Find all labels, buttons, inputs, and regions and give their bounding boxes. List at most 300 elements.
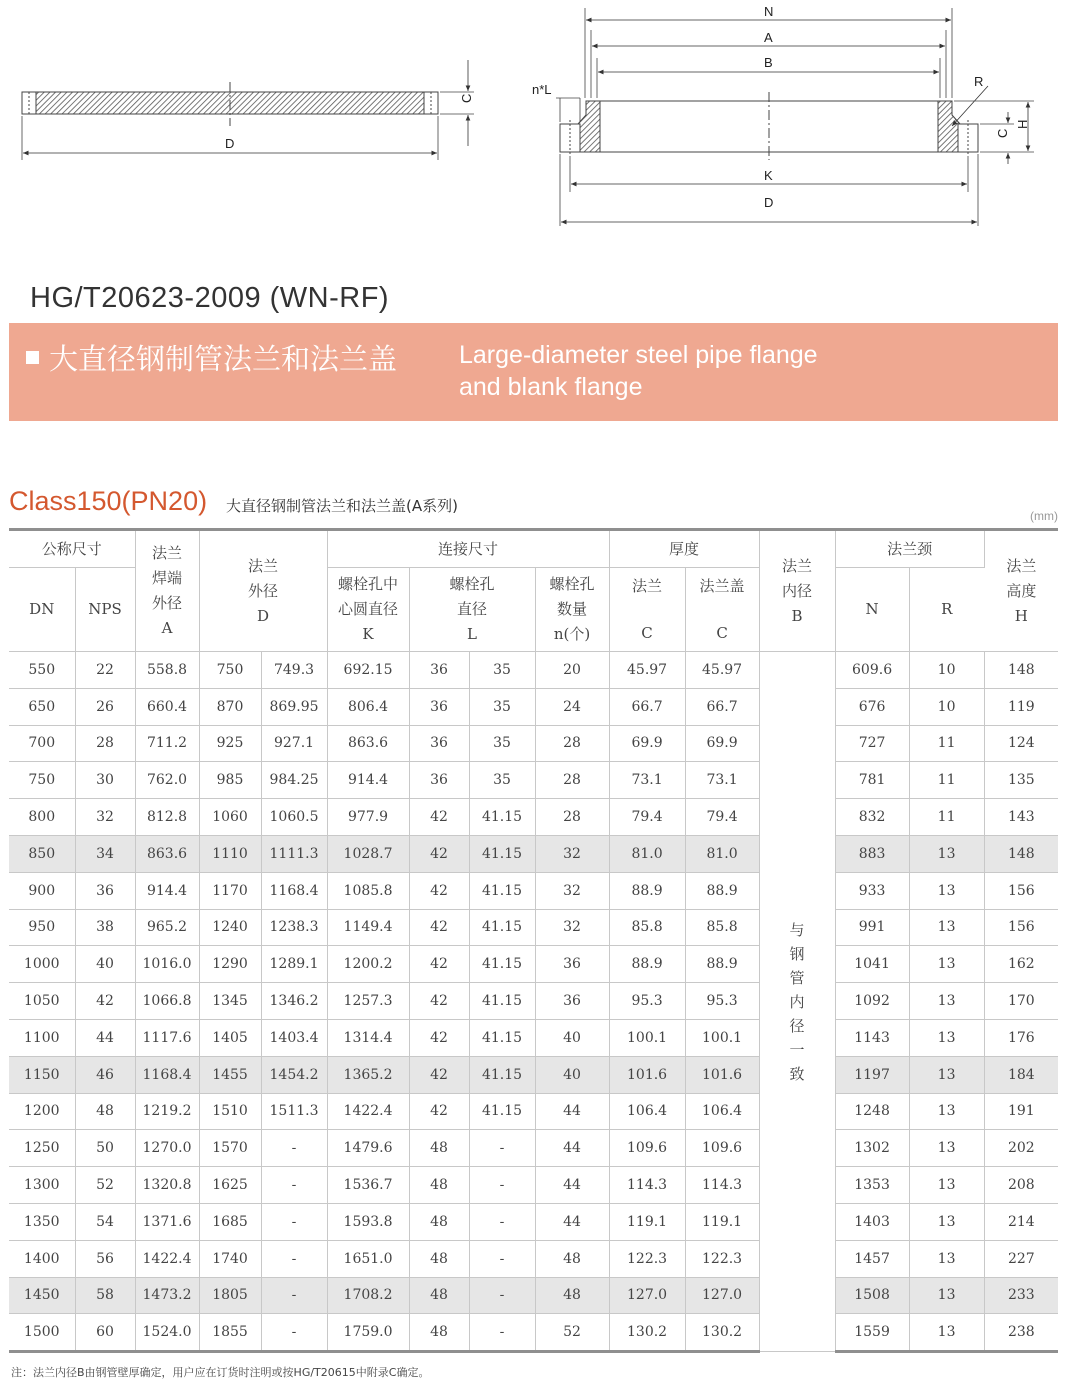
- cell-d2: 1060.5: [261, 799, 327, 836]
- cell-nps: 54: [75, 1203, 135, 1240]
- cell-h: 148: [984, 835, 1058, 872]
- cell-a: 1422.4: [135, 1240, 199, 1277]
- blank-dim-c: C: [459, 93, 474, 103]
- header-line: 心圆直径: [338, 600, 399, 618]
- b-note-char: 与: [789, 920, 805, 939]
- cell-d2: -: [261, 1167, 327, 1204]
- cell-neck-r: 11: [909, 725, 984, 762]
- cell-l2: -: [469, 1314, 535, 1352]
- cell-c-flange: 88.9: [609, 872, 685, 909]
- header-line: 直径: [457, 600, 488, 618]
- cell-d2: -: [261, 1240, 327, 1277]
- cell-neck-r: 11: [909, 799, 984, 836]
- footnote: 注：法兰内径B由钢管壁厚确定，用户应在订货时注明或按HG/T20615中附录C确定。: [11, 1366, 430, 1379]
- cell-c-blank: 127.0: [685, 1277, 759, 1314]
- cell-h: 233: [984, 1277, 1058, 1314]
- cell-c-flange: 73.1: [609, 762, 685, 799]
- cell-k: 1257.3: [327, 983, 409, 1020]
- header-d: [199, 530, 327, 652]
- table-row: [9, 1314, 1058, 1352]
- table-row: [9, 1203, 1058, 1240]
- cell-l1: 48: [409, 1240, 469, 1277]
- cell-d1: 1570: [199, 1130, 261, 1167]
- cell-d1: 1805: [199, 1277, 261, 1314]
- cell-l2: 41.15: [469, 1093, 535, 1130]
- unit-label: (mm): [1030, 509, 1058, 523]
- cell-neck-n: 1143: [835, 1019, 909, 1056]
- cell-d1: 1510: [199, 1093, 261, 1130]
- bullet-square-icon: [26, 351, 39, 364]
- header-neck-r: R: [909, 568, 984, 652]
- cell-h: 176: [984, 1019, 1058, 1056]
- cell-k: 1200.2: [327, 946, 409, 983]
- cell-nps: 52: [75, 1167, 135, 1204]
- banner-title-cn: 大直径钢制管法兰和法兰盖: [49, 342, 398, 376]
- cell-a: 914.4: [135, 872, 199, 909]
- table-row: [9, 688, 1058, 725]
- cell-k: 1536.7: [327, 1167, 409, 1204]
- cell-c-flange: 101.6: [609, 1056, 685, 1093]
- cell-neck-n: 609.6: [835, 652, 909, 689]
- cell-k: 1479.6: [327, 1130, 409, 1167]
- cell-n: 24: [535, 688, 609, 725]
- cell-d1: 1290: [199, 946, 261, 983]
- cell-d2: 1289.1: [261, 946, 327, 983]
- cell-n: 44: [535, 1203, 609, 1240]
- header-n-count: [535, 568, 609, 652]
- header-line: D: [257, 606, 270, 625]
- cell-a: 660.4: [135, 688, 199, 725]
- cell-a: 1473.2: [135, 1277, 199, 1314]
- cell-neck-n: 1197: [835, 1056, 909, 1093]
- cell-n: 32: [535, 835, 609, 872]
- header-line: A: [161, 619, 173, 637]
- cell-l1: 42: [409, 1056, 469, 1093]
- cell-d1: 985: [199, 762, 261, 799]
- cell-n: 36: [535, 946, 609, 983]
- cell-n: 32: [535, 909, 609, 946]
- header-line: 法兰盖: [699, 576, 745, 595]
- cell-a: 965.2: [135, 909, 199, 946]
- cell-k: 863.6: [327, 725, 409, 762]
- cell-h: 208: [984, 1167, 1058, 1204]
- cell-c-flange: 130.2: [609, 1314, 685, 1352]
- cell-c-flange: 79.4: [609, 799, 685, 836]
- header-line: 螺栓孔: [449, 575, 495, 593]
- header-b: [759, 530, 835, 652]
- cell-nps: 36: [75, 872, 135, 909]
- cell-a: 863.6: [135, 835, 199, 872]
- table-row: [9, 1167, 1058, 1204]
- header-line: H: [1014, 606, 1028, 625]
- cell-neck-r: 13: [909, 1203, 984, 1240]
- cell-dn: 1100: [9, 1019, 75, 1056]
- cell-a: 1168.4: [135, 1056, 199, 1093]
- b-note-char: 径: [789, 1016, 805, 1035]
- cell-n: 28: [535, 725, 609, 762]
- table-row: [9, 1056, 1058, 1093]
- cell-c-flange: 122.3: [609, 1240, 685, 1277]
- header-line: 焊端: [152, 569, 183, 587]
- cell-c-blank: 95.3: [685, 983, 759, 1020]
- cell-neck-r: 13: [909, 1019, 984, 1056]
- cell-c-flange: 88.9: [609, 946, 685, 983]
- cell-n: 28: [535, 762, 609, 799]
- cell-dn: 1500: [9, 1314, 75, 1352]
- cell-d2: 1346.2: [261, 983, 327, 1020]
- cell-dn: 950: [9, 909, 75, 946]
- cell-l1: 42: [409, 1093, 469, 1130]
- header-connection: 连接尺寸: [327, 530, 609, 568]
- cell-c-blank: 81.0: [685, 835, 759, 872]
- header-neck: 法兰颈: [835, 530, 984, 568]
- banner-title-en-line2: and blank flange: [459, 373, 643, 401]
- cell-n: 48: [535, 1240, 609, 1277]
- cell-h: 191: [984, 1093, 1058, 1130]
- cell-l1: 48: [409, 1314, 469, 1352]
- cell-d2: -: [261, 1203, 327, 1240]
- pipe-dim-h: H: [1015, 119, 1030, 129]
- cell-h: 238: [984, 1314, 1058, 1352]
- header-line: C: [716, 623, 728, 642]
- cell-k: 977.9: [327, 799, 409, 836]
- cell-a: 812.8: [135, 799, 199, 836]
- cell-l2: 41.15: [469, 872, 535, 909]
- standard-code: HG/T20623-2009 (WN-RF): [30, 282, 390, 314]
- cell-neck-n: 1248: [835, 1093, 909, 1130]
- cell-c-flange: 81.0: [609, 835, 685, 872]
- cell-h: 143: [984, 799, 1058, 836]
- pipe-dim-a: A: [764, 30, 773, 45]
- cell-neck-r: 13: [909, 1314, 984, 1352]
- header-line: 法兰: [782, 556, 813, 575]
- cell-l1: 36: [409, 725, 469, 762]
- cell-c-blank: 122.3: [685, 1240, 759, 1277]
- cell-dn: 1150: [9, 1056, 75, 1093]
- cell-c-blank: 101.6: [685, 1056, 759, 1093]
- cell-h: 156: [984, 909, 1058, 946]
- cell-nps: 28: [75, 725, 135, 762]
- cell-d1: 1625: [199, 1167, 261, 1204]
- cell-l2: 35: [469, 762, 535, 799]
- cell-l2: 41.15: [469, 909, 535, 946]
- blank-flange-drawing: [22, 60, 474, 160]
- pipe-flange-drawing: [532, 4, 1034, 226]
- title-banner: [9, 323, 1058, 421]
- cell-l2: 35: [469, 652, 535, 689]
- header-thickness: 厚度: [609, 530, 759, 568]
- header-line: 法兰: [152, 544, 183, 562]
- cell-neck-r: 13: [909, 835, 984, 872]
- cell-nps: 30: [75, 762, 135, 799]
- cell-d2: 869.95: [261, 688, 327, 725]
- cell-l1: 48: [409, 1167, 469, 1204]
- header-line: L: [467, 625, 478, 643]
- cell-d1: 1170: [199, 872, 261, 909]
- b-note-char: 致: [789, 1064, 805, 1083]
- cell-c-blank: 88.9: [685, 872, 759, 909]
- header-c-flange: [609, 568, 685, 652]
- cell-n: 36: [535, 983, 609, 1020]
- header-l: [409, 568, 535, 652]
- cell-neck-n: 1559: [835, 1314, 909, 1352]
- cell-nps: 32: [75, 799, 135, 836]
- cell-k: 1149.4: [327, 909, 409, 946]
- cell-k: 1422.4: [327, 1093, 409, 1130]
- class-title: Class150(PN20): [9, 486, 208, 516]
- table-row: [9, 1130, 1058, 1167]
- cell-d2: 1111.3: [261, 835, 327, 872]
- cell-neck-r: 13: [909, 1056, 984, 1093]
- cell-c-blank: 69.9: [685, 725, 759, 762]
- cell-c-blank: 85.8: [685, 909, 759, 946]
- cell-l2: -: [469, 1130, 535, 1167]
- cell-nps: 38: [75, 909, 135, 946]
- cell-dn: 900: [9, 872, 75, 909]
- cell-c-flange: 109.6: [609, 1130, 685, 1167]
- cell-dn: 550: [9, 652, 75, 689]
- cell-a: 711.2: [135, 725, 199, 762]
- cell-h: 156: [984, 872, 1058, 909]
- cell-dn: 1400: [9, 1240, 75, 1277]
- table-row: [9, 835, 1058, 872]
- table-row: [9, 872, 1058, 909]
- cell-nps: 34: [75, 835, 135, 872]
- cell-h: 170: [984, 983, 1058, 1020]
- cell-neck-r: 13: [909, 1277, 984, 1314]
- cell-h: 202: [984, 1130, 1058, 1167]
- cell-d2: 1168.4: [261, 872, 327, 909]
- header-nps: NPS: [75, 568, 135, 652]
- cell-d1: 870: [199, 688, 261, 725]
- cell-neck-n: 883: [835, 835, 909, 872]
- cell-c-flange: 45.97: [609, 652, 685, 689]
- cell-c-blank: 119.1: [685, 1203, 759, 1240]
- cell-d1: 1855: [199, 1314, 261, 1352]
- cell-a: 762.0: [135, 762, 199, 799]
- cell-k: 692.15: [327, 652, 409, 689]
- cell-dn: 1300: [9, 1167, 75, 1204]
- cell-l1: 48: [409, 1277, 469, 1314]
- banner-title-en-line1: Large-diameter steel pipe flange: [459, 341, 818, 369]
- cell-l1: 48: [409, 1130, 469, 1167]
- cell-neck-n: 1457: [835, 1240, 909, 1277]
- b-note-char: 一: [789, 1040, 805, 1059]
- cell-c-flange: 127.0: [609, 1277, 685, 1314]
- cell-a: 558.8: [135, 652, 199, 689]
- cell-neck-r: 11: [909, 762, 984, 799]
- cell-l1: 36: [409, 652, 469, 689]
- cell-l1: 42: [409, 799, 469, 836]
- cell-c-flange: 114.3: [609, 1167, 685, 1204]
- b-note-char: 钢: [789, 944, 805, 963]
- header-line: 内径: [782, 581, 813, 600]
- pipe-dim-b: B: [764, 55, 773, 70]
- header-line: K: [362, 625, 374, 643]
- cell-dn: 1000: [9, 946, 75, 983]
- cell-neck-n: 781: [835, 762, 909, 799]
- cell-n: 40: [535, 1056, 609, 1093]
- cell-neck-r: 13: [909, 909, 984, 946]
- cell-neck-r: 13: [909, 1240, 984, 1277]
- cell-d2: 1454.2: [261, 1056, 327, 1093]
- cell-a: 1219.2: [135, 1093, 199, 1130]
- cell-nps: 48: [75, 1093, 135, 1130]
- cell-l1: 36: [409, 688, 469, 725]
- cell-h: 227: [984, 1240, 1058, 1277]
- header-neck-n: N: [835, 568, 909, 652]
- cell-neck-n: 1092: [835, 983, 909, 1020]
- cell-l2: 41.15: [469, 946, 535, 983]
- header-line: 螺栓孔中: [338, 575, 399, 593]
- cell-k: 1593.8: [327, 1203, 409, 1240]
- cell-h: 162: [984, 946, 1058, 983]
- cell-c-flange: 69.9: [609, 725, 685, 762]
- cell-n: 28: [535, 799, 609, 836]
- cell-nps: 46: [75, 1056, 135, 1093]
- cell-neck-r: 13: [909, 983, 984, 1020]
- pipe-dim-c: C: [995, 128, 1010, 138]
- cell-b-note: [759, 652, 835, 1352]
- cell-c-blank: 114.3: [685, 1167, 759, 1204]
- table-row: [9, 983, 1058, 1020]
- table-row: [9, 1093, 1058, 1130]
- cell-l2: -: [469, 1240, 535, 1277]
- cell-c-flange: 95.3: [609, 983, 685, 1020]
- cell-l1: 48: [409, 1203, 469, 1240]
- flange-drawings: [0, 0, 1072, 240]
- cell-d1: 1740: [199, 1240, 261, 1277]
- cell-nps: 22: [75, 652, 135, 689]
- header-h: [984, 530, 1058, 652]
- cell-d1: 1685: [199, 1203, 261, 1240]
- cell-d1: 750: [199, 652, 261, 689]
- cell-h: 148: [984, 652, 1058, 689]
- cell-dn: 1200: [9, 1093, 75, 1130]
- cell-l1: 36: [409, 762, 469, 799]
- cell-a: 1524.0: [135, 1314, 199, 1352]
- cell-dn: 750: [9, 762, 75, 799]
- cell-l1: 42: [409, 835, 469, 872]
- cell-a: 1270.0: [135, 1130, 199, 1167]
- cell-l1: 42: [409, 946, 469, 983]
- table-row: [9, 1019, 1058, 1056]
- header-line: 法兰: [248, 556, 279, 575]
- cell-neck-r: 13: [909, 872, 984, 909]
- cell-c-blank: 130.2: [685, 1314, 759, 1352]
- cell-n: 44: [535, 1167, 609, 1204]
- cell-dn: 800: [9, 799, 75, 836]
- cell-neck-n: 933: [835, 872, 909, 909]
- cell-neck-n: 1403: [835, 1203, 909, 1240]
- cell-c-blank: 88.9: [685, 946, 759, 983]
- cell-d1: 1110: [199, 835, 261, 872]
- pipe-dim-d: D: [764, 195, 774, 210]
- cell-d2: 984.25: [261, 762, 327, 799]
- cell-k: 1028.7: [327, 835, 409, 872]
- cell-n: 20: [535, 652, 609, 689]
- cell-k: 914.4: [327, 762, 409, 799]
- cell-c-blank: 45.97: [685, 652, 759, 689]
- cell-l2: 41.15: [469, 799, 535, 836]
- cell-n: 40: [535, 1019, 609, 1056]
- cell-c-flange: 66.7: [609, 688, 685, 725]
- header-line: C: [641, 623, 653, 642]
- cell-dn: 1450: [9, 1277, 75, 1314]
- cell-nps: 42: [75, 983, 135, 1020]
- cell-nps: 50: [75, 1130, 135, 1167]
- header-line: 外径: [152, 594, 183, 612]
- cell-l2: 41.15: [469, 1056, 535, 1093]
- cell-nps: 40: [75, 946, 135, 983]
- cell-d1: 1345: [199, 983, 261, 1020]
- header-line: 外径: [248, 581, 279, 600]
- header-a: [135, 530, 199, 652]
- table-row: [9, 1277, 1058, 1314]
- pipe-dim-r: R: [974, 74, 984, 89]
- cell-neck-r: 13: [909, 1093, 984, 1130]
- table-row: [9, 909, 1058, 946]
- cell-k: 806.4: [327, 688, 409, 725]
- cell-d1: 1455: [199, 1056, 261, 1093]
- cell-h: 135: [984, 762, 1058, 799]
- header-line: B: [791, 606, 803, 625]
- cell-c-flange: 85.8: [609, 909, 685, 946]
- cell-l1: 42: [409, 909, 469, 946]
- cell-l2: 41.15: [469, 835, 535, 872]
- cell-neck-n: 832: [835, 799, 909, 836]
- cell-d2: 1238.3: [261, 909, 327, 946]
- table-row: [9, 1240, 1058, 1277]
- cell-neck-r: 13: [909, 1130, 984, 1167]
- cell-nps: 58: [75, 1277, 135, 1314]
- cell-l2: -: [469, 1277, 535, 1314]
- cell-d2: 1511.3: [261, 1093, 327, 1130]
- cell-h: 214: [984, 1203, 1058, 1240]
- header-line: 数量: [557, 600, 588, 618]
- table-row: [9, 799, 1058, 836]
- cell-n: 44: [535, 1130, 609, 1167]
- cell-l2: 41.15: [469, 1019, 535, 1056]
- cell-k: 1759.0: [327, 1314, 409, 1352]
- cell-k: 1708.2: [327, 1277, 409, 1314]
- cell-nps: 26: [75, 688, 135, 725]
- cell-neck-n: 991: [835, 909, 909, 946]
- header-k: [327, 568, 409, 652]
- class-description: 大直径钢制管法兰和法兰盖(A系列): [226, 497, 458, 515]
- cell-l2: 41.15: [469, 983, 535, 1020]
- flange-dimension-table: [9, 528, 1058, 1353]
- cell-neck-n: 676: [835, 688, 909, 725]
- cell-c-blank: 100.1: [685, 1019, 759, 1056]
- cell-dn: 850: [9, 835, 75, 872]
- cell-a: 1016.0: [135, 946, 199, 983]
- cell-d1: 925: [199, 725, 261, 762]
- header-line: 高度: [1006, 581, 1037, 600]
- cell-dn: 1250: [9, 1130, 75, 1167]
- cell-d2: 749.3: [261, 652, 327, 689]
- cell-l2: 35: [469, 725, 535, 762]
- cell-l1: 42: [409, 1019, 469, 1056]
- cell-neck-r: 13: [909, 1167, 984, 1204]
- cell-k: 1314.4: [327, 1019, 409, 1056]
- cell-dn: 1350: [9, 1203, 75, 1240]
- cell-neck-r: 10: [909, 688, 984, 725]
- cell-c-blank: 73.1: [685, 762, 759, 799]
- cell-neck-n: 727: [835, 725, 909, 762]
- cell-n: 44: [535, 1093, 609, 1130]
- cell-c-blank: 106.4: [685, 1093, 759, 1130]
